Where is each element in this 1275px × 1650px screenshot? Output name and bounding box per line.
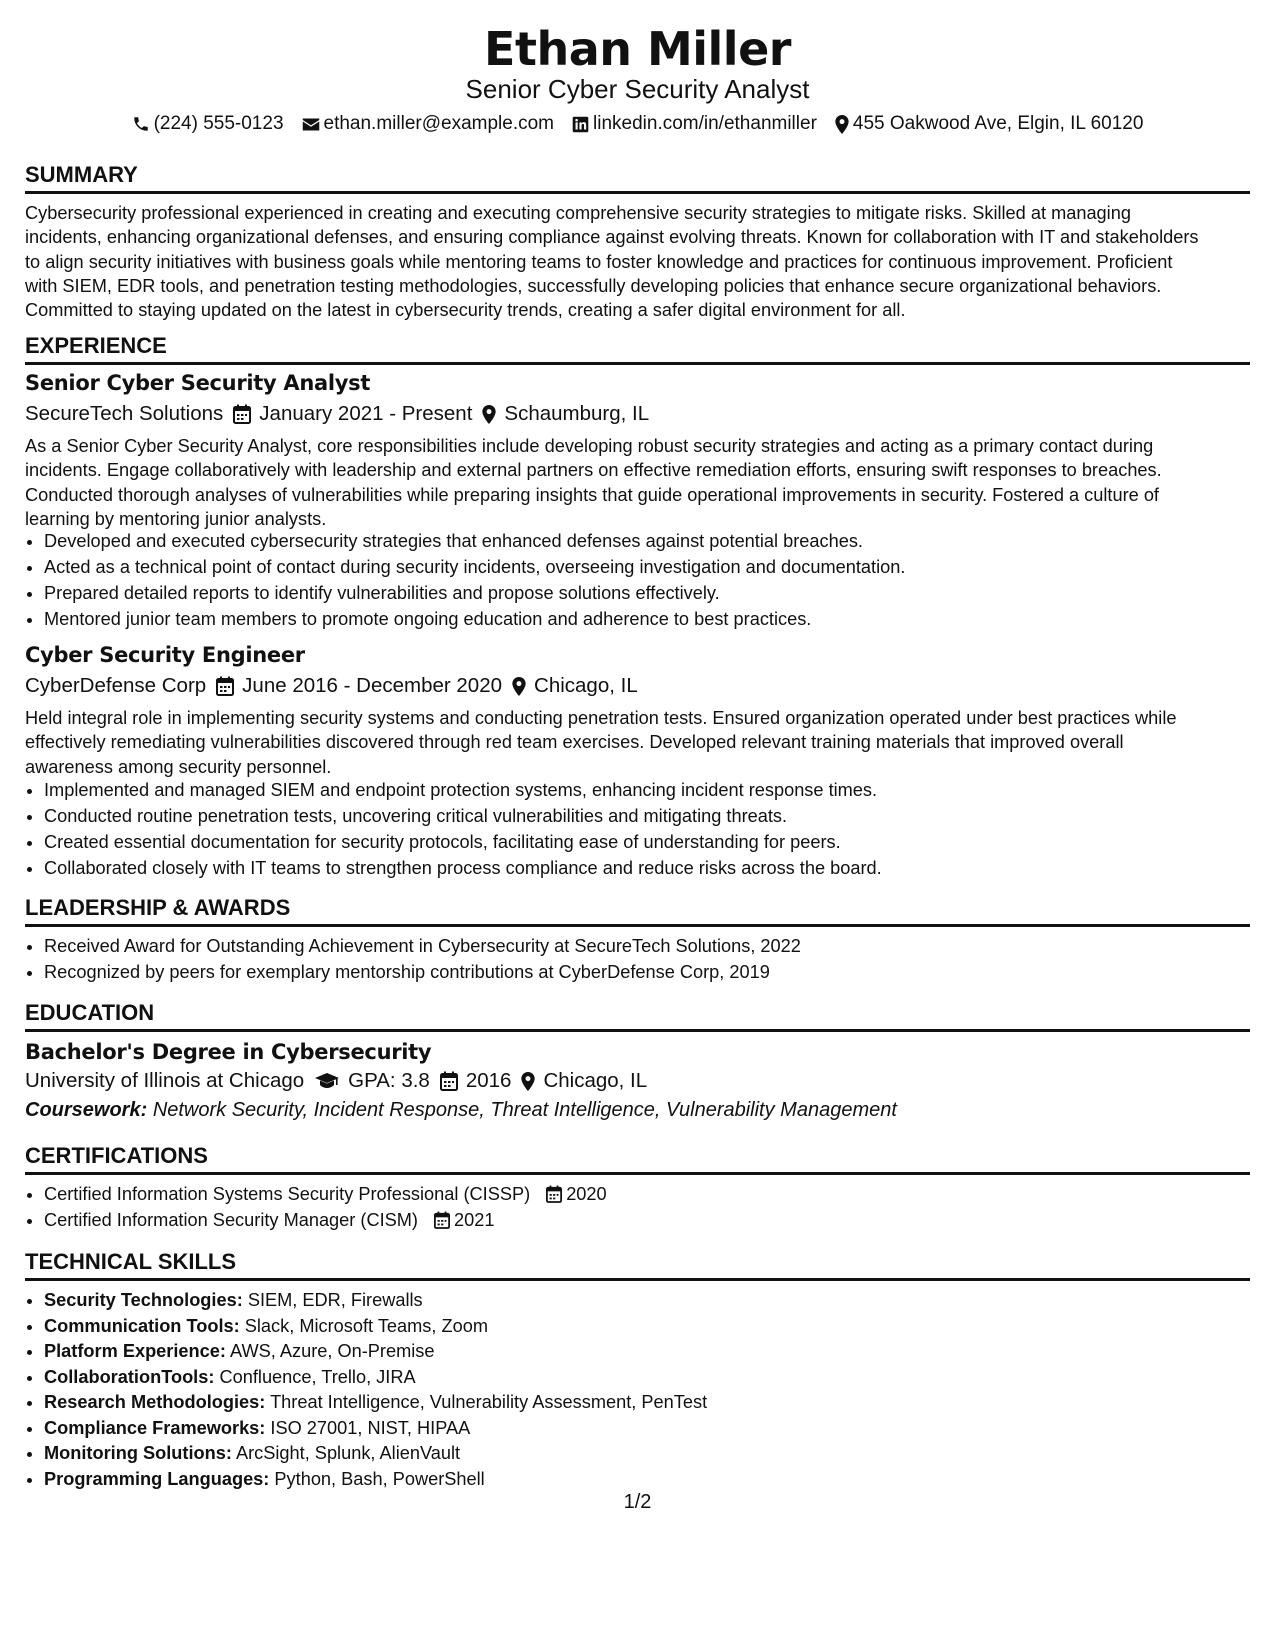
calendar-icon: [546, 1185, 562, 1203]
email-link[interactable]: ethan.miller@example.com: [323, 113, 555, 134]
job-location: Chicago, IL: [512, 674, 638, 698]
calendar-icon: [216, 676, 234, 696]
certifications-list: [25, 1181, 1269, 1233]
skill-value: Python, Bash, PowerShell: [274, 1468, 485, 1489]
degree-title: Bachelor's Degree in Cybersecurity: [25, 1040, 432, 1064]
job-description: Held integral role in implementing security systems and conducting penetration tests. Ensured organization operated under best practices while effectively remediating vulnerabilities discovered through red team exercises. Developed relevant training materials that improved overall awareness among security personnel.: [25, 708, 1177, 777]
candidate-title: Senior Cyber Security Analyst: [465, 74, 810, 104]
awards-heading: LEADERSHIP & AWARDS: [25, 895, 1250, 927]
education-gpa: GPA: 3.8: [314, 1069, 430, 1093]
job-description: As a Senior Cyber Security Analyst, core responsibilities include developing robust security strategies and acting as a primary contact during incidents. Engage collaboratively with leadership and external partners on effective remediation efforts, ensuring swift responses to breaches. Conducted thorough analyses of vulnerabilities while preparing insights that guide operational improvements in security. Fostered a culture of learning by mentoring junior analysts.: [25, 436, 1162, 529]
education-year: 2016: [440, 1069, 512, 1093]
skill-label: Programming Languages:: [44, 1468, 270, 1489]
cert-name: • Certified Information Security Manager (CISM): [44, 1210, 418, 1230]
summary-line: with SIEM, EDR tools, and penetration testing methodologies, successfully developing policies that enhance secure organizational behaviors.: [25, 275, 1162, 296]
skill-label: Security Technologies:: [44, 1290, 243, 1310]
contact-bar: [0, 113, 1275, 135]
job-dates: January 2021 - Present: [233, 402, 472, 426]
list-item: [44, 1288, 1269, 1314]
coursework-label: Coursework:: [25, 1099, 148, 1121]
list-item: [44, 1365, 1269, 1391]
list-item: [44, 1207, 1269, 1233]
list-item: [44, 1181, 1269, 1207]
job-location: Schaumburg, IL: [482, 402, 649, 426]
job-dates: June 2016 - December 2020: [216, 674, 502, 698]
skill-value: SIEM, EDR, Firewalls: [247, 1290, 423, 1310]
experience-heading: EXPERIENCE: [25, 333, 1250, 365]
job-title: Senior Cyber Security Analyst: [25, 371, 371, 395]
skill-label: Monitoring Solutions:: [44, 1443, 232, 1463]
summary-line: Cybersecurity professional experienced in creating and executing comprehensive security strategies to mitigate risks. Skilled at managing: [25, 203, 1131, 223]
skill-value: Threat Intelligence, Vulnerability Assessment, PenTest: [270, 1392, 708, 1412]
list-item: [44, 1339, 1269, 1365]
coursework-list: Network Security, Incident Response, Threat Intelligence, Vulnerability Management: [152, 1099, 897, 1121]
envelope-icon: [302, 117, 320, 132]
awards-list: [25, 933, 1269, 985]
page-number: 1/2: [623, 1491, 652, 1513]
job-meta: [25, 674, 638, 698]
education-heading: EDUCATION: [25, 1000, 1250, 1032]
contact-linkedin[interactable]: [572, 113, 817, 135]
linkedin-link[interactable]: linkedin.com/in/ethanmiller: [593, 113, 817, 134]
skill-value: AWS, Azure, On-Premise: [230, 1341, 435, 1361]
cert-year: 2020: [546, 1181, 606, 1207]
address-text: 455 Oakwood Ave, Elgin, IL 60120: [852, 113, 1144, 134]
certifications-heading: CERTIFICATIONS: [25, 1143, 1250, 1175]
skill-value: ArcSight, Splunk, AlienVault: [235, 1443, 461, 1463]
summary-line: Committed to staying updated on the latest in cybersecurity trends, creating a safer digital environment for all.: [25, 300, 906, 321]
list-item: • Mentored junior team members to promote ongoing education and adherence to best practices.: [44, 606, 1269, 632]
contact-address: [835, 113, 1144, 135]
list-item: • Recognized by peers for exemplary mentorship contributions at CyberDefense Corp, 2019: [44, 959, 1269, 985]
summary-line: incidents, enhancing organizational defenses, and ensuring compliance against evolving threats. Known for collaboration with IT and stakeholders: [25, 227, 1199, 248]
calendar-icon: [233, 404, 251, 424]
summary-heading: SUMMARY: [25, 162, 1250, 194]
coursework: [25, 1099, 897, 1122]
list-item: • Developed and executed cybersecurity strategies that enhanced defenses against potential breaches.: [44, 528, 1269, 554]
list-item: [44, 1390, 1269, 1416]
map-pin-icon: [482, 405, 496, 424]
cert-year: 2021: [434, 1207, 494, 1233]
calendar-icon: [440, 1071, 458, 1091]
list-item: • Received Award for Outstanding Achievement in Cybersecurity at SecureTech Solutions, 2022: [44, 933, 1269, 959]
skill-label: Compliance Frameworks:: [44, 1417, 266, 1438]
job-meta: [25, 402, 649, 426]
contact-email[interactable]: [302, 113, 555, 135]
list-item: [44, 1441, 1269, 1467]
map-pin-icon: [835, 115, 849, 134]
list-item: • Acted as a technical point of contact during security incidents, overseeing investigation and documentation.: [44, 554, 1269, 580]
skills-list: [25, 1288, 1269, 1492]
list-item: [44, 1467, 1269, 1493]
company-name: SecureTech Solutions: [25, 402, 224, 425]
summary-text: [25, 201, 1250, 322]
calendar-icon: [434, 1211, 450, 1229]
skill-label: Research Methodologies:: [44, 1392, 266, 1412]
list-item: [44, 1314, 1269, 1340]
skill-label: Communication Tools:: [44, 1315, 240, 1336]
job-bullets: [25, 777, 1269, 881]
summary-line: to align security initiatives with business goals while mentoring teams to foster knowledge and practices for continuous improvement. Proficient: [25, 251, 1173, 272]
contact-phone: [132, 113, 284, 135]
list-item: • Conducted routine penetration tests, uncovering critical vulnerabilities and mitigating threats.: [44, 803, 1269, 829]
candidate-name: Ethan Miller: [484, 22, 791, 76]
list-item: • Implemented and managed SIEM and endpoint protection systems, enhancing incident response times.: [44, 777, 1269, 803]
skill-value: Confluence, Trello, JIRA: [219, 1366, 416, 1387]
linkedin-icon: [572, 116, 589, 133]
list-item: • Created essential documentation for security protocols, facilitating ease of understanding for peers.: [44, 829, 1269, 855]
job-bullets: [25, 528, 1269, 632]
cert-name: • Certified Information Systems Security Professional (CISSP): [44, 1184, 531, 1204]
skill-value: ISO 27001, NIST, HIPAA: [270, 1417, 471, 1438]
education-meta: [25, 1069, 647, 1093]
school-name: University of Illinois at Chicago: [25, 1069, 305, 1092]
skill-label: CollaborationTools:: [44, 1366, 215, 1387]
job-title: Cyber Security Engineer: [25, 643, 305, 667]
graduation-cap-icon: [314, 1072, 340, 1090]
list-item: • Prepared detailed reports to identify vulnerabilities and propose solutions effectively.: [44, 580, 1269, 606]
company-name: CyberDefense Corp: [25, 674, 207, 697]
list-item: • Collaborated closely with IT teams to strengthen process compliance and reduce risks across the board.: [44, 855, 1269, 881]
phone-text: (224) 555-0123: [153, 113, 284, 134]
skills-heading: TECHNICAL SKILLS: [25, 1249, 1250, 1281]
phone-icon: [132, 115, 150, 133]
skill-label: Platform Experience:: [44, 1341, 226, 1361]
map-pin-icon: [512, 677, 526, 696]
map-pin-icon: [521, 1072, 535, 1091]
list-item: [44, 1416, 1269, 1442]
skill-value: Slack, Microsoft Teams, Zoom: [244, 1315, 488, 1336]
education-location: Chicago, IL: [521, 1069, 647, 1093]
